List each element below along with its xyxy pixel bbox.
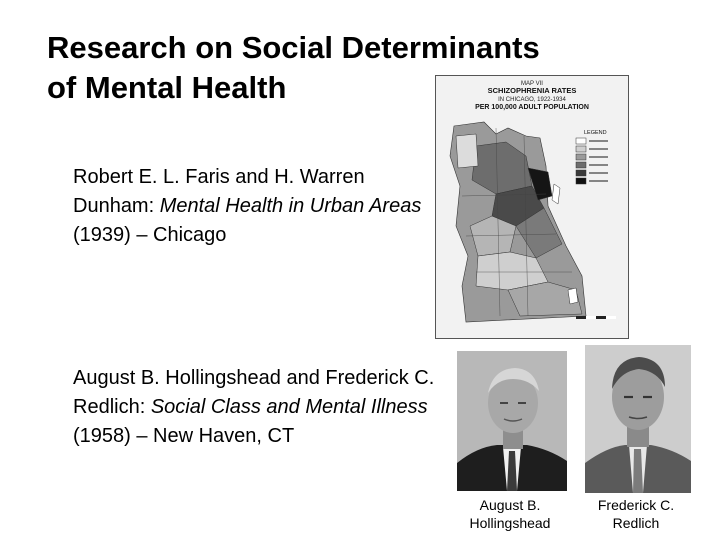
hollingshead-year-city: (1958) – New Haven, CT: [73, 425, 295, 447]
map-scale-bar: [576, 316, 616, 319]
faris-year-city: (1939) – Chicago: [73, 224, 227, 246]
legend-title: LEGEND: [584, 130, 607, 136]
faris-authors: Robert E. L. Faris and H. Warren Dunham:: [73, 166, 365, 217]
redlich-portrait-graphic: [585, 345, 691, 493]
redlich-caption: [580, 496, 692, 532]
redlich-caption-line1: Frederick C.: [597, 497, 675, 513]
schizophrenia-rates-map: [435, 75, 629, 339]
faris-dunham-paragraph: [73, 163, 433, 250]
hollingshead-caption-line1: August B.: [479, 497, 541, 513]
chicago-map-graphic: [436, 76, 628, 338]
map-per-label: PER 100,000 ADULT POPULATION: [475, 104, 589, 111]
hollingshead-authors: August B. Hollingshead and Frederick C. Redlich:: [73, 367, 435, 418]
redlich-portrait: [585, 345, 691, 493]
hollingshead-caption: [450, 496, 570, 532]
map-subtitle-label: IN CHICAGO, 1922-1934: [498, 97, 566, 103]
redlich-caption-line2: Redlich: [612, 515, 660, 531]
hollingshead-book-title: Social Class and Mental Illness: [150, 396, 428, 418]
hollingshead-caption-line2: Hollingshead: [469, 515, 551, 531]
faris-book-title: Mental Health in Urban Areas: [159, 195, 422, 217]
map-title-label: SCHIZOPHRENIA RATES: [487, 86, 577, 95]
slide-title-line1: Research on Social Determinants: [47, 30, 540, 65]
map-number-label: MAP VII: [521, 81, 543, 87]
hollingshead-redlich-paragraph: [73, 364, 453, 451]
hollingshead-portrait-graphic: [457, 351, 567, 491]
slide-title-line2: of Mental Health: [47, 70, 287, 105]
hollingshead-portrait: [457, 351, 567, 491]
